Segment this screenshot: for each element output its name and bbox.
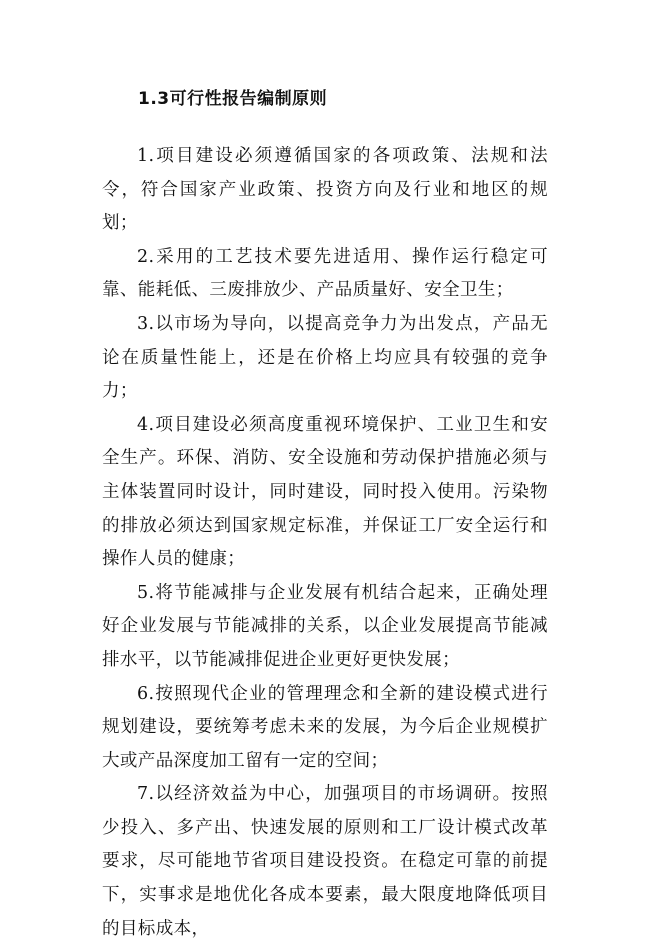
body-text	[102, 140, 548, 946]
paragraph-2: 2.采用的工艺技术要先进适用、操作运行稳定可靠、能耗低、三废排放少、产品质量好、安全卫生；	[102, 246, 548, 301]
paragraph-5: 5.将节能减排与企业发展有机结合起来，正确处理好企业发展与节能减排的关系，以企业发展提高节能减排水平，以节能减排促进企业更好更快发展；	[102, 582, 548, 670]
paragraph-7: 7.以经济效益为中心，加强项目的市场调研。按照少投入、多产出、快速发展的原则和工厂设计模式改革要求，尽可能地节省项目建设投资。在稳定可靠的前提下，实事求是地优化各成本要素，最大限度地降低项目的目标成本，	[102, 784, 548, 939]
paragraph-1: 1.项目建设必须遵循国家的各项政策、法规和法令，符合国家产业政策、投资方向及行业和地区的规划；	[102, 146, 548, 234]
paragraph-4: 4.项目建设必须高度重视环境保护、工业卫生和安全生产。环保、消防、安全设施和劳动保护措施必须与主体装置同时设计，同时建设，同时投入使用。污染物的排放必须达到国家规定标准，并保证工厂安全运行和操作人员的健康；	[102, 414, 548, 570]
paragraph-6: 6.按照现代企业的管理理念和全新的建设模式进行规划建设，要统筹考虑未来的发展，为今后企业规模扩大或产品深度加工留有一定的空间；	[102, 683, 548, 771]
section-heading: 1.3可行性报告编制原则	[138, 89, 328, 109]
paragraph-3: 3.以市场为导向，以提高竞争力为出发点，产品无论在质量性能上，还是在价格上均应具有较强的竞争力；	[102, 313, 548, 402]
